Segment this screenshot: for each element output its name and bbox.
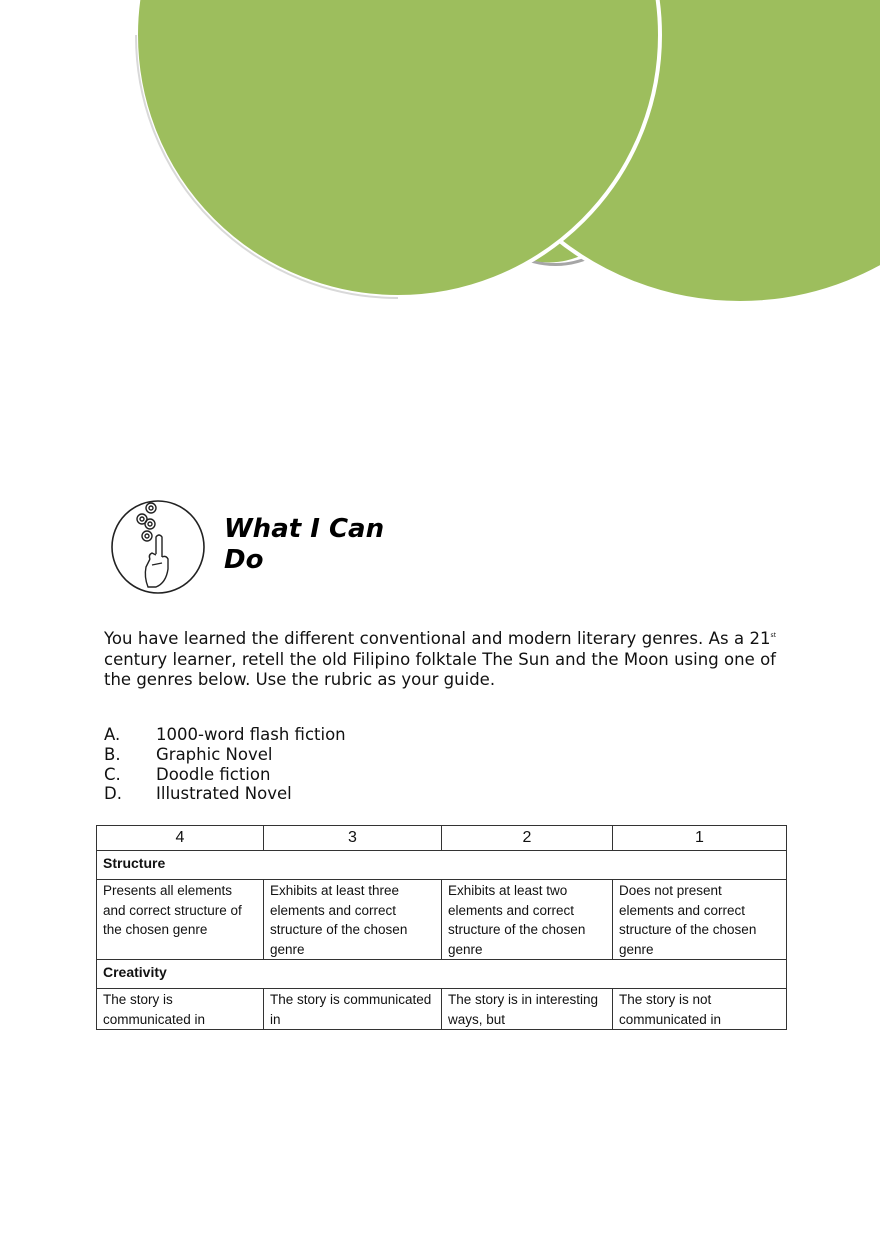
list-item: [104, 765, 346, 785]
hand-with-gears-icon: [108, 497, 208, 597]
section-title: What I Can Do: [224, 514, 385, 575]
rubric-header-row: [97, 826, 787, 851]
option-text: Doodle fiction: [156, 764, 271, 784]
option-text: Graphic Novel: [156, 744, 273, 764]
intro-text-1: You have learned the different conventional and modern literary genres. As a 21: [104, 629, 771, 648]
table-row: [97, 880, 787, 960]
score-header: 4: [97, 826, 264, 851]
list-item: [104, 784, 346, 804]
rubric-cell: Does not present elements and correct structure of the chosen genre: [613, 880, 787, 960]
score-header: 3: [264, 826, 442, 851]
option-letter: D.: [104, 784, 122, 804]
option-text: 1000-word flash fiction: [156, 725, 346, 744]
decorative-circles: [0, 0, 880, 320]
option-text: Illustrated Novel: [156, 784, 292, 804]
rubric-cell: Exhibits at least two elements and correct structure of the chosen genre: [442, 880, 613, 960]
ordinal-suffix: st: [770, 632, 776, 639]
rubric-section-row: [97, 851, 787, 880]
section-label-structure: Structure: [97, 851, 787, 880]
rubric-table: [96, 825, 787, 1030]
rubric-cell: The story is communicated in: [264, 989, 442, 1030]
table-row: [97, 989, 787, 1030]
section-label-creativity: Creativity: [97, 960, 787, 989]
score-header: 1: [613, 826, 787, 851]
option-letter: B.: [104, 744, 121, 764]
rubric-cell: Presents all elements and correct structure of the chosen genre: [97, 880, 264, 960]
rubric-section-row: [97, 960, 787, 989]
option-letter: A.: [104, 725, 121, 744]
intro-text-2: century learner, retell the old Filipino folktale The Sun and the Moon using one of the genres below. Use the rubric as your guide.: [104, 649, 776, 689]
score-header: 2: [442, 826, 613, 851]
option-letter: C.: [104, 764, 121, 784]
rubric-cell: The story is not communicated in: [613, 989, 787, 1030]
rubric-cell: The story is communicated in: [97, 989, 264, 1030]
rubric-cell: Exhibits at least three elements and correct structure of the chosen genre: [264, 880, 442, 960]
instructions-paragraph: [104, 626, 776, 691]
list-item: [104, 745, 346, 765]
list-item: [104, 725, 346, 745]
rubric-cell: The story is in interesting ways, but: [442, 989, 613, 1030]
genre-options-list: [104, 725, 346, 804]
